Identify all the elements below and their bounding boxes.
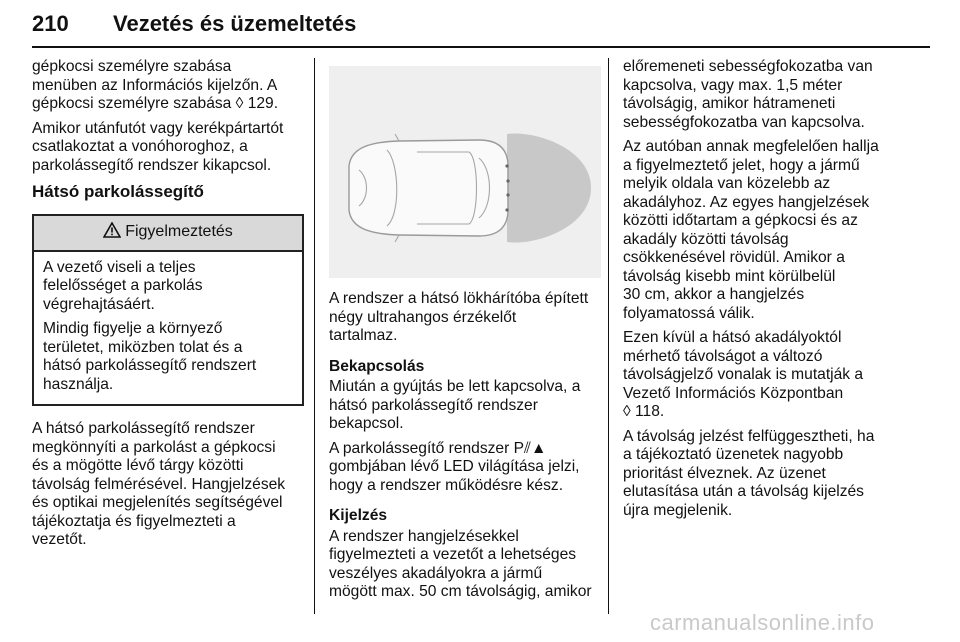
watermark: carmanualsonline.info (650, 610, 875, 635)
rear-sensor-zone (507, 133, 591, 242)
page-header (0, 0, 960, 46)
paragraph: A parkolássegítő rendszer P⫽▲ gombjában lévő LED világítása jelzi, hogy a rendszer működésre kész. (329, 439, 580, 494)
section-title: Vezetés és üzemeltetés (113, 11, 357, 36)
paragraph: gépkocsi személyre szabása menüben az Információs kijelzőn. A gépkocsi személyre szabása ◊ 129. (32, 58, 279, 112)
warning-body (34, 252, 302, 405)
column-divider-left (314, 58, 315, 614)
warning-box (32, 214, 304, 407)
warning-paragraph: Mindig figyelje a környező területet, miközben tolat és a hátsó parkolássegítő rendszert használja. (43, 320, 257, 393)
warning-paragraph: A vezető viseli a teljes felelősséget a parkolás végrehajtásáért. (43, 258, 203, 313)
warning-header (34, 216, 302, 252)
page-number: 210 (32, 11, 69, 36)
paragraph: előremeneti sebességfokozatba van kapcsolva, vagy max. 1,5 méter távolságig, amikor hátrameneti sebességfokozatba van kapcsolva. (623, 58, 873, 131)
column-2 (329, 290, 601, 608)
subsection-heading: Kijelzés (329, 507, 388, 524)
paragraph: Az autóban annak megfelelően hallja a figyelmeztető jelet, hogy a jármű melyik oldala van közelebb az akadályhoz. Az egyes hangjelzések közötti időtartam a gépkocsi és az akadály közötti távolság csökkenésével rövidül. Amikor a távolság kisebb mint körülbelül 30 cm, akkor a hangjelzés folyamatossá válik. (623, 138, 879, 322)
car-top-view-icon (329, 66, 601, 278)
column-divider-right (608, 58, 609, 614)
subsection-heading: Hátsó parkolássegítő (32, 182, 204, 201)
paragraph: Amikor utánfutót vagy kerékpártartót csatlakoztat a vonóhoroghoz, a parkolássegítő rendszer kikapcsol. (32, 119, 284, 174)
warning-title: Figyelmeztetés (125, 223, 233, 241)
paragraph: A távolság jelzést felfüggesztheti, ha a tájékoztató üzenetek nagyobb prioritást élveznek. Az üzenet elutasítása után a távolság kijelzés újra megjelenik. (623, 427, 875, 519)
paragraph: Miután a gyújtás be lett kapcsolva, a hátsó parkolássegítő rendszer bekapcsol. (329, 378, 581, 432)
car-sensor-figure (329, 66, 601, 278)
column-1 (32, 58, 304, 556)
subsection-heading: Bekapcsolás (329, 357, 425, 375)
warning-triangle-icon (103, 222, 121, 244)
column-3 (623, 58, 895, 526)
paragraph: A rendszer hangjelzésekkel figyelmezteti a vezetőt a lehetséges veszélyes akadályokra a jármű mögött max. 50 cm távolságig, amikor (329, 527, 592, 600)
paragraph: A hátsó parkolássegítő rendszer megkönnyíti a parkolást a gépkocsi és a mögötte lévő tárgy közötti távolság felmérésével. Hangjelzések és optikai megjelenítés segítségével tájékoztatja és figyelmezteti a vezetőt. (32, 420, 286, 548)
paragraph: A rendszer a hátsó lökhárítóba épített négy ultrahangos érzékelőt tartalmaz. (329, 290, 589, 344)
paragraph: Ezen kívül a hátsó akadályoktól mérhető távolságot a változó távolságjelző vonalak is mutatják a Vezető Információs Központban ◊ 118. (623, 329, 864, 420)
header-rule (32, 46, 930, 48)
